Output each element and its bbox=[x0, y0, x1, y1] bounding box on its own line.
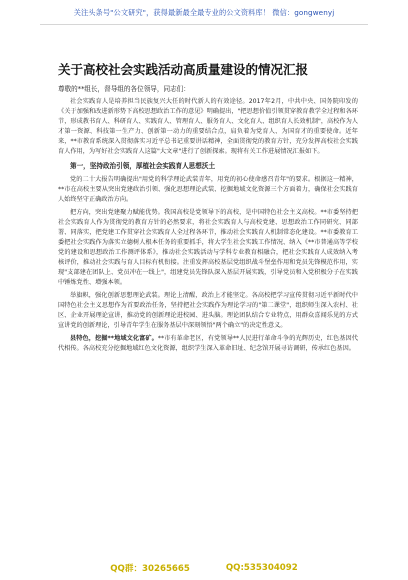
intro-paragraph: 社会实践育人是培养担当民族复兴大任的时代新人的有效途径。2017年2月，中共中央、国务院印发的《关于加强和改进新形势下高校思想政治工作的意见》明确提出，"把思想价值引领贯穿教育教学全过程和各环节，形成教书育人、科研育人、实践育人、管理育人、服务育人、文化育人、组织育人长效机制"，高校作为人才第一资源、科技第一生产力、创新第一动力的重要结合点，肩负着为党育人、为国育才的重要使命。近年来，**市教育系统深入贯彻落实习近平总书记重要讲话精神，全面贯彻党的教育方针，充分发挥高校社会实践育人作用，为写好社会实践育人这篇"大文章"进行了创新探索。现将有关工作进展情况汇报如下。 bbox=[58, 98, 358, 155]
contact-footer bbox=[0, 556, 408, 580]
salutation: 尊敬的**组长，督导组的各位领导，同志们： bbox=[58, 85, 190, 93]
section-heading: 第一，坚持政治引领，厚植社会实践育人思想沃土 bbox=[70, 162, 216, 170]
qq-text: QQ:535304092 bbox=[225, 563, 298, 573]
document-title: 关于高校社会实践活动高质量建设的情况汇报 bbox=[58, 62, 309, 77]
divider bbox=[40, 24, 368, 25]
body-paragraph: 把方向，突出党建聚力赋能优势。我国高校是党领导下的高校，是中国特色社会主义高校。**市委坚持把社会实践育人作为贯彻党的教育方针的必然要求，将社会实践育人与高校党建、思想政治工作同研究、同部署、同落实，把党建工作贯穿社会实践育人全过程各环节，推动社会实践育人机制常态化建设。**市委教育工委把社会实践作为落实立德树人根本任务的重要抓手，将大学生社会实践工作情况、纳入《**市普通高等学校党的建设和思想政治工作测评体系》，推动社会实践活动与学科专业教育相融合，把社会实践育人成效纳入考核评价，推动社会实践与育人目标有机衔接。注重发挥高校基层党组织战斗堡垒作用和党员先锋模范作用，实现"支部建在团队上、党员冲在一线上"，组建党员先锋队深入基层开展实践，引导党员和入党积极分子在实践中锤炼党性、增强本领。 bbox=[58, 209, 358, 286]
promo-banner bbox=[0, 0, 408, 26]
qq-group-text: QQ群：30265665 bbox=[110, 564, 190, 574]
body-paragraph: 举旗帜，强化创新思想理论武装。理论上清醒，政治上才能坚定。各高校把学习宣传贯彻习近平新时代中国特色社会主义思想作为首要政治任务，坚持把社会实践作为理论学习的"第二课堂"，组织师生深入农村、社区、企业开展理论宣讲，推动党的创新理论进校园、进头脑。理论团队结合专业特点，用群众喜闻乐见的方式宣讲党的创新理论，引导青年学生在服务基层中深刻领悟"两个确立"的决定性意义。 bbox=[58, 292, 358, 329]
paragraph-text: **市有革命老区，有党领导**人民进行革命斗争的光辉历史，红色基因代代相传。各高校充分挖掘地域红色文化资源，组织学生深入革命旧址、纪念馆开展寻访调研，传承红色基因。 bbox=[58, 335, 358, 352]
promo-text[interactable]: 关注头条号"公文研究"，获得最新最全最专业的公文资料库！ 微信：gongwenyj bbox=[73, 8, 335, 17]
document-body bbox=[58, 52, 358, 357]
paragraph-lead: 县特色，挖掘**地域文化富矿。 bbox=[70, 335, 158, 342]
body-paragraph: 党的二十大报告明确提出"用党的科学理论武装青年，用党的初心使命感召青年"的要求。根据这一精神，**市在高校主要从突出党建政治引领、强化思想理论武装、挖掘地域文化资源三个方面着力，确保社会实践育人始终坚守正确政治方向。 bbox=[58, 176, 358, 203]
body-paragraph bbox=[58, 334, 358, 354]
